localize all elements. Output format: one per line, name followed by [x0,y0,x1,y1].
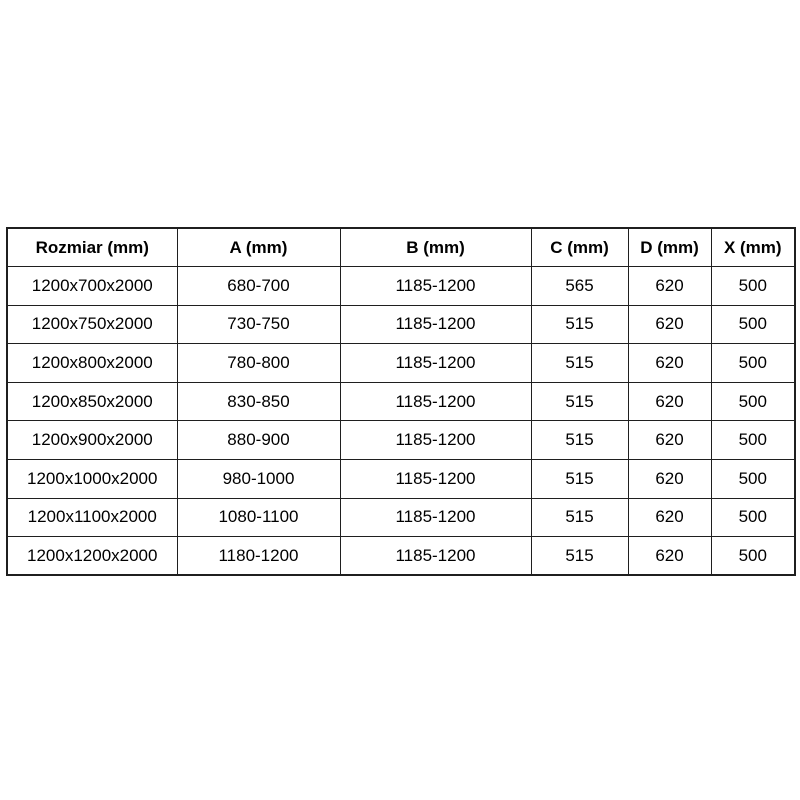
table-cell: 1185-1200 [340,344,531,383]
table-cell: 1200x850x2000 [7,382,177,421]
table-cell: 1200x1100x2000 [7,498,177,537]
table-cell: 1185-1200 [340,459,531,498]
table-cell: 680-700 [177,267,340,306]
table-row [7,305,795,344]
column-header: X (mm) [711,228,795,267]
table-cell: 620 [628,305,711,344]
table-cell: 500 [711,537,795,576]
table-cell: 1185-1200 [340,537,531,576]
table-cell: 515 [531,344,628,383]
table-cell: 1200x700x2000 [7,267,177,306]
table-cell: 620 [628,382,711,421]
table-body [7,267,795,576]
dimensions-table [6,227,796,576]
table-cell: 500 [711,459,795,498]
table-cell: 515 [531,537,628,576]
table-cell: 830-850 [177,382,340,421]
header-row [7,228,795,267]
column-header: Rozmiar (mm) [7,228,177,267]
column-header: A (mm) [177,228,340,267]
table-cell: 620 [628,498,711,537]
table-cell: 515 [531,459,628,498]
table-cell: 1200x1000x2000 [7,459,177,498]
table-cell: 500 [711,344,795,383]
table-row [7,267,795,306]
table-row [7,421,795,460]
dimensions-table-container [6,227,794,576]
table-cell: 1185-1200 [340,421,531,460]
table-cell: 515 [531,382,628,421]
table-cell: 620 [628,537,711,576]
table-cell: 500 [711,421,795,460]
table-cell: 620 [628,344,711,383]
table-cell: 620 [628,267,711,306]
table-cell: 1200x900x2000 [7,421,177,460]
table-cell: 880-900 [177,421,340,460]
table-cell: 1200x1200x2000 [7,537,177,576]
table-cell: 565 [531,267,628,306]
table-cell: 1185-1200 [340,267,531,306]
table-cell: 500 [711,305,795,344]
table-cell: 1185-1200 [340,305,531,344]
column-header: D (mm) [628,228,711,267]
table-cell: 620 [628,421,711,460]
table-cell: 1200x800x2000 [7,344,177,383]
table-cell: 515 [531,305,628,344]
table-cell: 500 [711,267,795,306]
table-header [7,228,795,267]
column-header: C (mm) [531,228,628,267]
table-cell: 1080-1100 [177,498,340,537]
table-cell: 780-800 [177,344,340,383]
table-row [7,498,795,537]
table-row [7,459,795,498]
table-cell: 515 [531,421,628,460]
table-cell: 620 [628,459,711,498]
table-cell: 500 [711,382,795,421]
table-cell: 500 [711,498,795,537]
table-row [7,344,795,383]
table-cell: 980-1000 [177,459,340,498]
table-cell: 1180-1200 [177,537,340,576]
table-cell: 1185-1200 [340,382,531,421]
table-cell: 730-750 [177,305,340,344]
table-cell: 1185-1200 [340,498,531,537]
table-cell: 1200x750x2000 [7,305,177,344]
column-header: B (mm) [340,228,531,267]
table-cell: 515 [531,498,628,537]
table-row [7,537,795,576]
table-row [7,382,795,421]
